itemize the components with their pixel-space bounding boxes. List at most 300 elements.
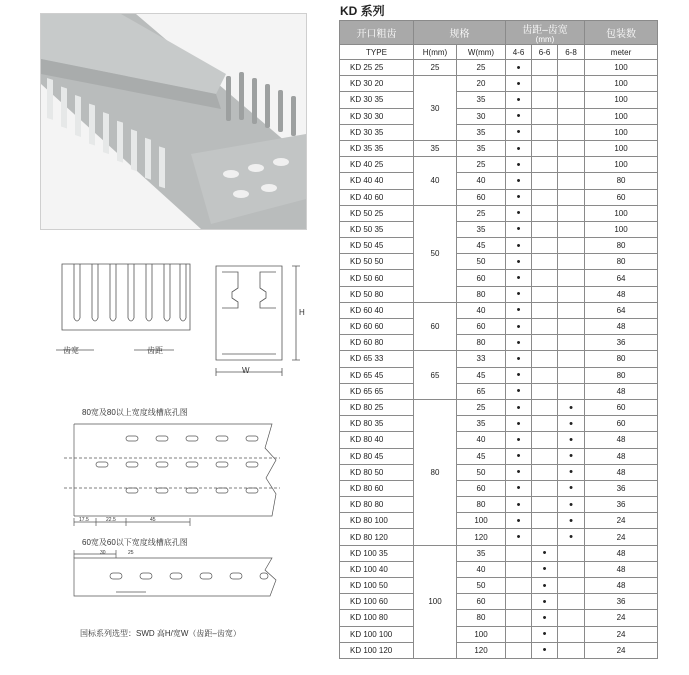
- table-row: [340, 124, 658, 140]
- type-cell: KD 100 120: [340, 642, 414, 658]
- width-cell: 40: [457, 173, 506, 189]
- dim-60-a: 30: [100, 550, 106, 556]
- pitch-2-cell: [532, 529, 558, 545]
- pitch-1-cell: [506, 626, 532, 642]
- pitch-1-cell: •: [506, 416, 532, 432]
- pitch-1-cell: •: [506, 399, 532, 415]
- width-cell: 120: [457, 529, 506, 545]
- type-cell: KD 100 35: [340, 545, 414, 561]
- pack-cell: 80: [585, 254, 658, 270]
- base-holes-60-drawing: [60, 548, 290, 613]
- pitch-1-cell: •: [506, 302, 532, 318]
- pitch-3-cell: [558, 205, 585, 221]
- pitch-2-cell: [532, 302, 558, 318]
- pitch-1-cell: •: [506, 529, 532, 545]
- table-row: [340, 319, 658, 335]
- pitch-2-cell: •: [532, 642, 558, 658]
- type-cell: KD 80 45: [340, 448, 414, 464]
- pitch-3-cell: [558, 221, 585, 237]
- table-row: [340, 383, 658, 399]
- width-cell: 80: [457, 610, 506, 626]
- spec-table-body: [340, 60, 658, 659]
- pack-cell: 24: [585, 642, 658, 658]
- pitch-1-cell: •: [506, 189, 532, 205]
- pack-cell: 80: [585, 351, 658, 367]
- pitch-2-cell: [532, 513, 558, 529]
- width-cell: 33: [457, 351, 506, 367]
- width-cell: 30: [457, 108, 506, 124]
- sub-p3: 6-8: [558, 45, 585, 60]
- type-cell: KD 50 25: [340, 205, 414, 221]
- pitch-1-cell: •: [506, 205, 532, 221]
- pack-cell: 48: [585, 432, 658, 448]
- table-row: [340, 76, 658, 92]
- pitch-1-cell: [506, 578, 532, 594]
- sub-p1: 4-6: [506, 45, 532, 60]
- width-dimension-label: W: [242, 366, 250, 375]
- pitch-2-cell: •: [532, 594, 558, 610]
- pack-cell: 100: [585, 221, 658, 237]
- height-cell: 65: [414, 351, 457, 400]
- table-row: [340, 626, 658, 642]
- type-cell: KD 40 40: [340, 173, 414, 189]
- pack-cell: 100: [585, 60, 658, 76]
- cross-section-drawing: [210, 258, 310, 388]
- width-cell: 50: [457, 254, 506, 270]
- height-cell: 100: [414, 545, 457, 658]
- type-cell: KD 80 100: [340, 513, 414, 529]
- pitch-2-cell: [532, 140, 558, 156]
- table-row: [340, 416, 658, 432]
- type-cell: KD 50 45: [340, 238, 414, 254]
- sub-pack: meter: [585, 45, 658, 60]
- pitch-1-cell: •: [506, 432, 532, 448]
- pack-cell: 80: [585, 173, 658, 189]
- pitch-3-cell: [558, 578, 585, 594]
- type-cell: KD 50 35: [340, 221, 414, 237]
- height-cell: 35: [414, 140, 457, 156]
- table-row: [340, 302, 658, 318]
- type-cell: KD 80 25: [340, 399, 414, 415]
- pitch-2-cell: [532, 286, 558, 302]
- pitch-1-cell: •: [506, 270, 532, 286]
- pack-cell: 48: [585, 561, 658, 577]
- pitch-2-cell: •: [532, 610, 558, 626]
- pack-cell: 48: [585, 319, 658, 335]
- pack-cell: 100: [585, 157, 658, 173]
- width-cell: 40: [457, 561, 506, 577]
- table-row: [340, 464, 658, 480]
- pitch-1-cell: •: [506, 448, 532, 464]
- type-cell: KD 25 25: [340, 60, 414, 76]
- pitch-2-cell: [532, 254, 558, 270]
- width-cell: 60: [457, 189, 506, 205]
- pitch-2-cell: [532, 173, 558, 189]
- col-pitch-unit: (mm): [535, 35, 555, 44]
- pitch-1-cell: •: [506, 76, 532, 92]
- table-row: [340, 189, 658, 205]
- pitch-3-cell: [558, 286, 585, 302]
- pitch-3-cell: [558, 545, 585, 561]
- sub-p2: 6-6: [532, 45, 558, 60]
- pitch-3-cell: •: [558, 529, 585, 545]
- type-cell: KD 80 40: [340, 432, 414, 448]
- type-cell: KD 50 60: [340, 270, 414, 286]
- pitch-2-cell: [532, 464, 558, 480]
- pitch-3-cell: [558, 124, 585, 140]
- col-spec-header: 规格: [414, 21, 506, 45]
- pitch-3-cell: •: [558, 399, 585, 415]
- pitch-2-cell: [532, 270, 558, 286]
- pitch-1-cell: •: [506, 497, 532, 513]
- pitch-1-cell: •: [506, 286, 532, 302]
- pack-cell: 60: [585, 416, 658, 432]
- type-cell: KD 50 80: [340, 286, 414, 302]
- pitch-1-cell: •: [506, 464, 532, 480]
- pitch-2-cell: [532, 351, 558, 367]
- pitch-1-cell: [506, 594, 532, 610]
- pitch-3-cell: [558, 270, 585, 286]
- pitch-2-cell: [532, 367, 558, 383]
- pitch-2-cell: [532, 319, 558, 335]
- sub-type: TYPE: [340, 45, 414, 60]
- width-cell: 25: [457, 205, 506, 221]
- pack-cell: 48: [585, 545, 658, 561]
- series-title: KD 系列: [340, 4, 385, 18]
- table-row: [340, 561, 658, 577]
- col-pack-header: 包装数: [585, 21, 658, 45]
- pack-cell: 100: [585, 108, 658, 124]
- table-row: [340, 367, 658, 383]
- table-row: [340, 642, 658, 658]
- pitch-1-cell: [506, 642, 532, 658]
- pitch-3-cell: [558, 610, 585, 626]
- pack-cell: 24: [585, 513, 658, 529]
- table-row: [340, 545, 658, 561]
- base-holes-80-drawing: [60, 418, 290, 535]
- pack-cell: 60: [585, 399, 658, 415]
- sub-h: H(mm): [414, 45, 457, 60]
- dim-60-b: 25: [128, 550, 134, 556]
- type-cell: KD 30 35: [340, 124, 414, 140]
- pitch-2-cell: [532, 416, 558, 432]
- pack-cell: 60: [585, 189, 658, 205]
- pitch-1-cell: •: [506, 367, 532, 383]
- type-cell: KD 80 50: [340, 464, 414, 480]
- pitch-1-cell: [506, 545, 532, 561]
- base-holes-80-caption: 80宽及80以上宽度线槽底孔图: [82, 408, 188, 417]
- pitch-3-cell: [558, 157, 585, 173]
- pack-cell: 80: [585, 367, 658, 383]
- dim-80-c: 45: [150, 517, 156, 523]
- type-cell: KD 50 50: [340, 254, 414, 270]
- table-row: [340, 448, 658, 464]
- width-cell: 45: [457, 238, 506, 254]
- col-pitch-header: [506, 21, 585, 45]
- pitch-3-cell: •: [558, 432, 585, 448]
- type-cell: KD 60 80: [340, 335, 414, 351]
- pitch-3-cell: [558, 92, 585, 108]
- pack-cell: 100: [585, 124, 658, 140]
- width-cell: 35: [457, 221, 506, 237]
- pitch-3-cell: [558, 108, 585, 124]
- pitch-2-cell: [532, 60, 558, 76]
- width-cell: 25: [457, 399, 506, 415]
- pitch-2-cell: •: [532, 578, 558, 594]
- type-cell: KD 65 45: [340, 367, 414, 383]
- pitch-3-cell: [558, 351, 585, 367]
- height-cell: 30: [414, 76, 457, 141]
- type-cell: KD 60 60: [340, 319, 414, 335]
- pitch-2-cell: [532, 238, 558, 254]
- dim-80-a: 17.5: [79, 517, 89, 523]
- table-row: [340, 480, 658, 496]
- width-cell: 80: [457, 286, 506, 302]
- pitch-3-cell: [558, 626, 585, 642]
- pack-cell: 100: [585, 205, 658, 221]
- pitch-1-cell: •: [506, 480, 532, 496]
- table-row: [340, 108, 658, 124]
- pack-cell: 24: [585, 529, 658, 545]
- height-cell: 40: [414, 157, 457, 206]
- pitch-1-cell: [506, 610, 532, 626]
- pack-cell: 100: [585, 140, 658, 156]
- pack-cell: 64: [585, 270, 658, 286]
- pitch-2-cell: •: [532, 626, 558, 642]
- pitch-3-cell: •: [558, 513, 585, 529]
- pitch-1-cell: •: [506, 351, 532, 367]
- pitch-2-cell: [532, 383, 558, 399]
- type-cell: KD 30 35: [340, 92, 414, 108]
- table-row: [340, 238, 658, 254]
- width-cell: 45: [457, 367, 506, 383]
- table-row: [340, 254, 658, 270]
- col-pitch-label: 齿距–齿宽: [522, 25, 568, 36]
- type-cell: KD 100 80: [340, 610, 414, 626]
- width-cell: 40: [457, 302, 506, 318]
- pitch-1-cell: •: [506, 254, 532, 270]
- table-row: [340, 140, 658, 156]
- pitch-1-cell: •: [506, 173, 532, 189]
- pitch-3-cell: [558, 76, 585, 92]
- pitch-1-cell: •: [506, 513, 532, 529]
- table-row: [340, 60, 658, 76]
- pitch-1-cell: •: [506, 108, 532, 124]
- pitch-3-cell: •: [558, 464, 585, 480]
- height-cell: 60: [414, 302, 457, 351]
- slot-width-label: 齿宽: [63, 346, 79, 355]
- width-cell: 45: [457, 448, 506, 464]
- pitch-3-cell: [558, 335, 585, 351]
- type-cell: KD 80 35: [340, 416, 414, 432]
- width-cell: 35: [457, 416, 506, 432]
- type-cell: KD 60 40: [340, 302, 414, 318]
- pitch-1-cell: •: [506, 157, 532, 173]
- table-row: [340, 335, 658, 351]
- pack-cell: 24: [585, 610, 658, 626]
- table-row: [340, 173, 658, 189]
- pack-cell: 64: [585, 302, 658, 318]
- pack-cell: 48: [585, 464, 658, 480]
- width-cell: 50: [457, 464, 506, 480]
- pitch-2-cell: [532, 480, 558, 496]
- pitch-2-cell: [532, 221, 558, 237]
- type-cell: KD 40 25: [340, 157, 414, 173]
- table-row: [340, 351, 658, 367]
- pitch-3-cell: [558, 367, 585, 383]
- type-cell: KD 30 20: [340, 76, 414, 92]
- type-cell: KD 100 40: [340, 561, 414, 577]
- base-holes-60-caption: 60宽及60以下宽度线槽底孔图: [82, 538, 188, 547]
- slot-pitch-label: 齿距: [147, 346, 163, 355]
- pitch-2-cell: [532, 108, 558, 124]
- pitch-2-cell: [532, 399, 558, 415]
- type-cell: KD 80 120: [340, 529, 414, 545]
- width-cell: 60: [457, 480, 506, 496]
- pack-cell: 48: [585, 383, 658, 399]
- pitch-3-cell: [558, 383, 585, 399]
- width-cell: 65: [457, 383, 506, 399]
- col-type-header: 开口粗齿: [340, 21, 414, 45]
- type-cell: KD 100 100: [340, 626, 414, 642]
- table-row: [340, 529, 658, 545]
- pitch-1-cell: •: [506, 335, 532, 351]
- pitch-1-cell: •: [506, 140, 532, 156]
- standard-series-caption: 国标系列选型：SWD 高H/宽W（齿距–齿宽）: [80, 629, 241, 638]
- pitch-2-cell: [532, 92, 558, 108]
- pack-cell: 48: [585, 578, 658, 594]
- table-row: [340, 157, 658, 173]
- pitch-3-cell: •: [558, 497, 585, 513]
- pack-cell: 100: [585, 76, 658, 92]
- pitch-2-cell: [532, 497, 558, 513]
- pitch-2-cell: •: [532, 545, 558, 561]
- spec-table: [339, 20, 658, 659]
- pitch-3-cell: [558, 189, 585, 205]
- width-cell: 20: [457, 76, 506, 92]
- pitch-3-cell: •: [558, 416, 585, 432]
- type-cell: KD 65 33: [340, 351, 414, 367]
- pitch-2-cell: [532, 189, 558, 205]
- pack-cell: 36: [585, 335, 658, 351]
- width-cell: 100: [457, 513, 506, 529]
- table-row: [340, 92, 658, 108]
- type-cell: KD 80 60: [340, 480, 414, 496]
- width-cell: 80: [457, 497, 506, 513]
- type-cell: KD 40 60: [340, 189, 414, 205]
- height-cell: 80: [414, 399, 457, 545]
- height-cell: 50: [414, 205, 457, 302]
- width-cell: 35: [457, 140, 506, 156]
- table-row: [340, 610, 658, 626]
- pitch-3-cell: [558, 140, 585, 156]
- width-cell: 35: [457, 545, 506, 561]
- pack-cell: 24: [585, 626, 658, 642]
- pitch-1-cell: •: [506, 221, 532, 237]
- pitch-1-cell: •: [506, 92, 532, 108]
- width-cell: 60: [457, 319, 506, 335]
- pack-cell: 36: [585, 480, 658, 496]
- pitch-2-cell: [532, 157, 558, 173]
- table-row: [340, 286, 658, 302]
- pack-cell: 36: [585, 594, 658, 610]
- pitch-1-cell: •: [506, 60, 532, 76]
- pitch-3-cell: [558, 594, 585, 610]
- height-dimension-label: H: [299, 308, 305, 317]
- pitch-2-cell: [532, 76, 558, 92]
- pack-cell: 80: [585, 238, 658, 254]
- type-cell: KD 100 60: [340, 594, 414, 610]
- pitch-3-cell: [558, 60, 585, 76]
- pack-cell: 48: [585, 448, 658, 464]
- width-cell: 60: [457, 270, 506, 286]
- pitch-3-cell: •: [558, 480, 585, 496]
- sub-w: W(mm): [457, 45, 506, 60]
- width-cell: 40: [457, 432, 506, 448]
- pitch-2-cell: [532, 448, 558, 464]
- height-cell: 25: [414, 60, 457, 76]
- table-row: [340, 513, 658, 529]
- pitch-1-cell: •: [506, 383, 532, 399]
- width-cell: 25: [457, 60, 506, 76]
- table-row: [340, 205, 658, 221]
- pitch-2-cell: [532, 205, 558, 221]
- table-row: [340, 497, 658, 513]
- dim-80-b: 22.5: [106, 517, 116, 523]
- type-cell: KD 35 35: [340, 140, 414, 156]
- pitch-1-cell: [506, 561, 532, 577]
- width-cell: 35: [457, 92, 506, 108]
- table-row: [340, 399, 658, 415]
- pitch-2-cell: [532, 335, 558, 351]
- pitch-1-cell: •: [506, 124, 532, 140]
- type-cell: KD 65 65: [340, 383, 414, 399]
- type-cell: KD 100 50: [340, 578, 414, 594]
- width-cell: 100: [457, 626, 506, 642]
- pitch-3-cell: [558, 302, 585, 318]
- table-row: [340, 270, 658, 286]
- pitch-3-cell: [558, 561, 585, 577]
- product-photo: [40, 13, 307, 230]
- pitch-3-cell: [558, 254, 585, 270]
- pack-cell: 100: [585, 92, 658, 108]
- pitch-3-cell: [558, 173, 585, 189]
- pack-cell: 36: [585, 497, 658, 513]
- pitch-3-cell: [558, 238, 585, 254]
- pitch-1-cell: •: [506, 319, 532, 335]
- pitch-2-cell: [532, 432, 558, 448]
- width-cell: 35: [457, 124, 506, 140]
- table-row: [340, 221, 658, 237]
- width-cell: 80: [457, 335, 506, 351]
- type-cell: KD 80 80: [340, 497, 414, 513]
- pitch-3-cell: •: [558, 448, 585, 464]
- type-cell: KD 30 30: [340, 108, 414, 124]
- pitch-2-cell: •: [532, 561, 558, 577]
- pack-cell: 48: [585, 286, 658, 302]
- pitch-3-cell: [558, 319, 585, 335]
- table-row: [340, 432, 658, 448]
- pitch-3-cell: [558, 642, 585, 658]
- table-row: [340, 578, 658, 594]
- table-row: [340, 594, 658, 610]
- width-cell: 60: [457, 594, 506, 610]
- width-cell: 50: [457, 578, 506, 594]
- width-cell: 120: [457, 642, 506, 658]
- pitch-1-cell: •: [506, 238, 532, 254]
- pitch-2-cell: [532, 124, 558, 140]
- width-cell: 25: [457, 157, 506, 173]
